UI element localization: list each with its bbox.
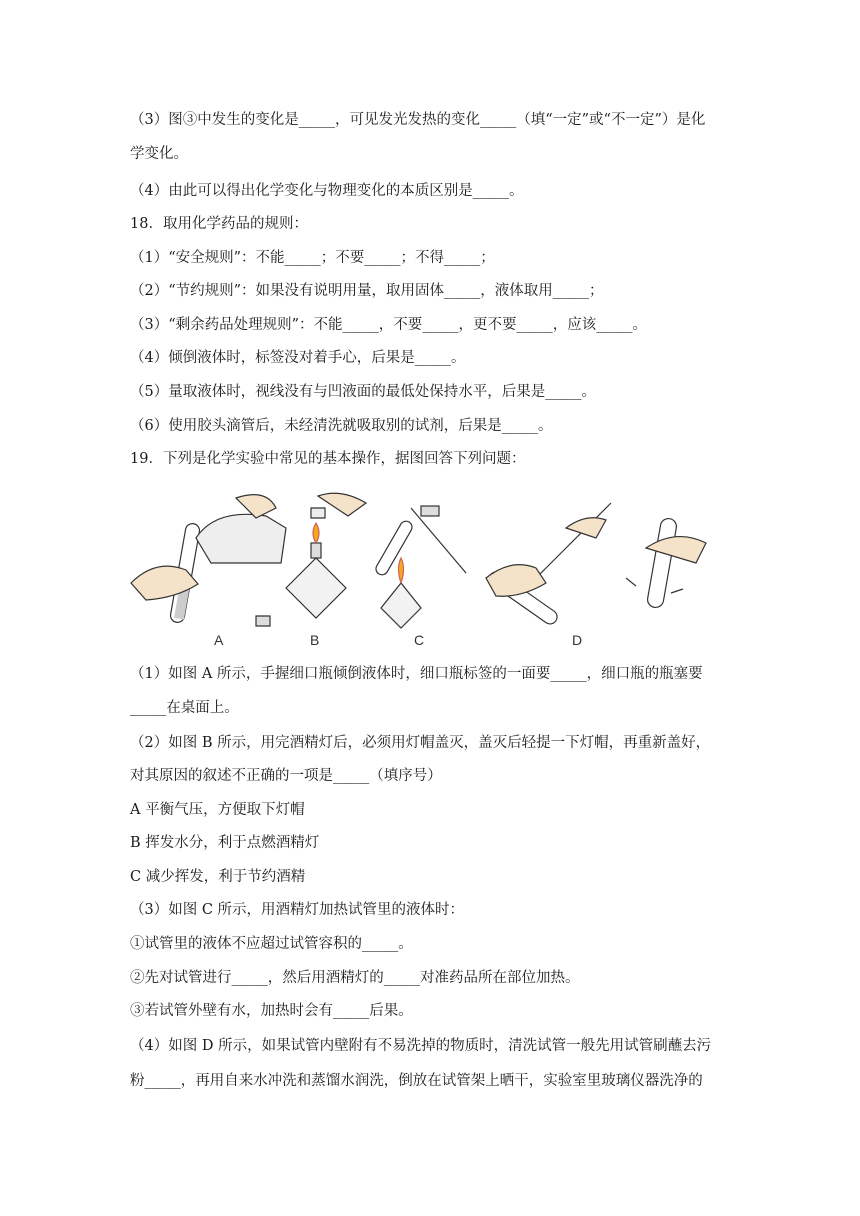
text-line: ③若试管外壁有水，加热时会有_____后果。 xyxy=(130,1003,413,1019)
text-line: （6）使用胶头滴管后，未经清洗就吸取别的试剂，后果是_____。 xyxy=(130,418,553,434)
option-b: B 挥发水分，利于点燃酒精灯 xyxy=(130,835,320,851)
text-line: ②先对试管进行_____，然后用酒精灯的_____对准药品所在部位加热。 xyxy=(130,970,580,986)
figure-label-c: C xyxy=(414,632,425,648)
figure-label-d: D xyxy=(572,632,583,648)
figure-d-cleaning xyxy=(486,503,706,627)
text-line: （4）由此可以得出化学变化与物理变化的本质区别是_____。 xyxy=(130,183,524,199)
figure-label-b: B xyxy=(310,632,320,648)
text-line: （3）图③中发生的变化是_____，可见发光发热的变化_____（填“一定”或“不一定”）是化 xyxy=(130,112,706,128)
text-line: ①试管里的液体不应超过试管容积的_____。 xyxy=(130,936,413,952)
text-line: （3）如图 C 所示，用酒精灯加热试管里的液体时： xyxy=(130,902,465,918)
text-line: （1）如图 A 所示，手握细口瓶倾倒液体时，细口瓶标签的一面要_____，细口瓶的瓶塞要 xyxy=(130,666,703,682)
text-line: （5）量取液体时，视线没有与凹液面的最低处保持水平，后果是_____。 xyxy=(130,384,596,400)
text-line: （4）如图 D 所示，如果试管内壁附有不易洗掉的物质时，清洗试管一般先用试管刷蘸去污 xyxy=(130,1038,712,1054)
text-line: _____在桌面上。 xyxy=(130,700,239,716)
option-c: C 减少挥发，利于节约酒精 xyxy=(130,869,306,885)
question-19-title: 19．下列是化学实验中常见的基本操作，据图回答下列问题： xyxy=(130,451,526,467)
figure-c-heating xyxy=(374,506,466,628)
text-line: （2）“节约规则”：如果没有说明用量，取用固体_____，液体取用_____； xyxy=(130,283,604,299)
text-line: （4）倾倒液体时，标签没对着手心，后果是_____。 xyxy=(130,350,466,366)
text-line: 粉_____，再用自来水冲洗和蒸馏水润洗，倒放在试管架上晒干，实验室里玻璃仪器洗净的 xyxy=(130,1073,703,1089)
figure-b-alcohol-lamp xyxy=(286,493,366,618)
text-line: （2）如图 B 所示，用完酒精灯后，必须用灯帽盖灭，盖灭后轻提一下灯帽，再重新盖好， xyxy=(130,735,711,751)
figure-label-a: A xyxy=(214,632,224,648)
text-line: （3）“剩余药品处理规则”：不能_____，不要_____，更不要_____，应该_____。 xyxy=(130,317,648,333)
text-line: （1）“安全规则”：不能_____；不要_____；不得_____； xyxy=(130,250,495,266)
question-18-title: 18．取用化学药品的规则： xyxy=(130,216,308,232)
figure-a-pouring xyxy=(131,495,286,626)
lab-operations-figure xyxy=(126,488,726,650)
option-a: A 平衡气压，方便取下灯帽 xyxy=(130,802,305,818)
text-line: 对其原因的叙述不正确的一项是_____（填序号） xyxy=(130,768,442,784)
text-line: 学变化。 xyxy=(130,146,188,162)
